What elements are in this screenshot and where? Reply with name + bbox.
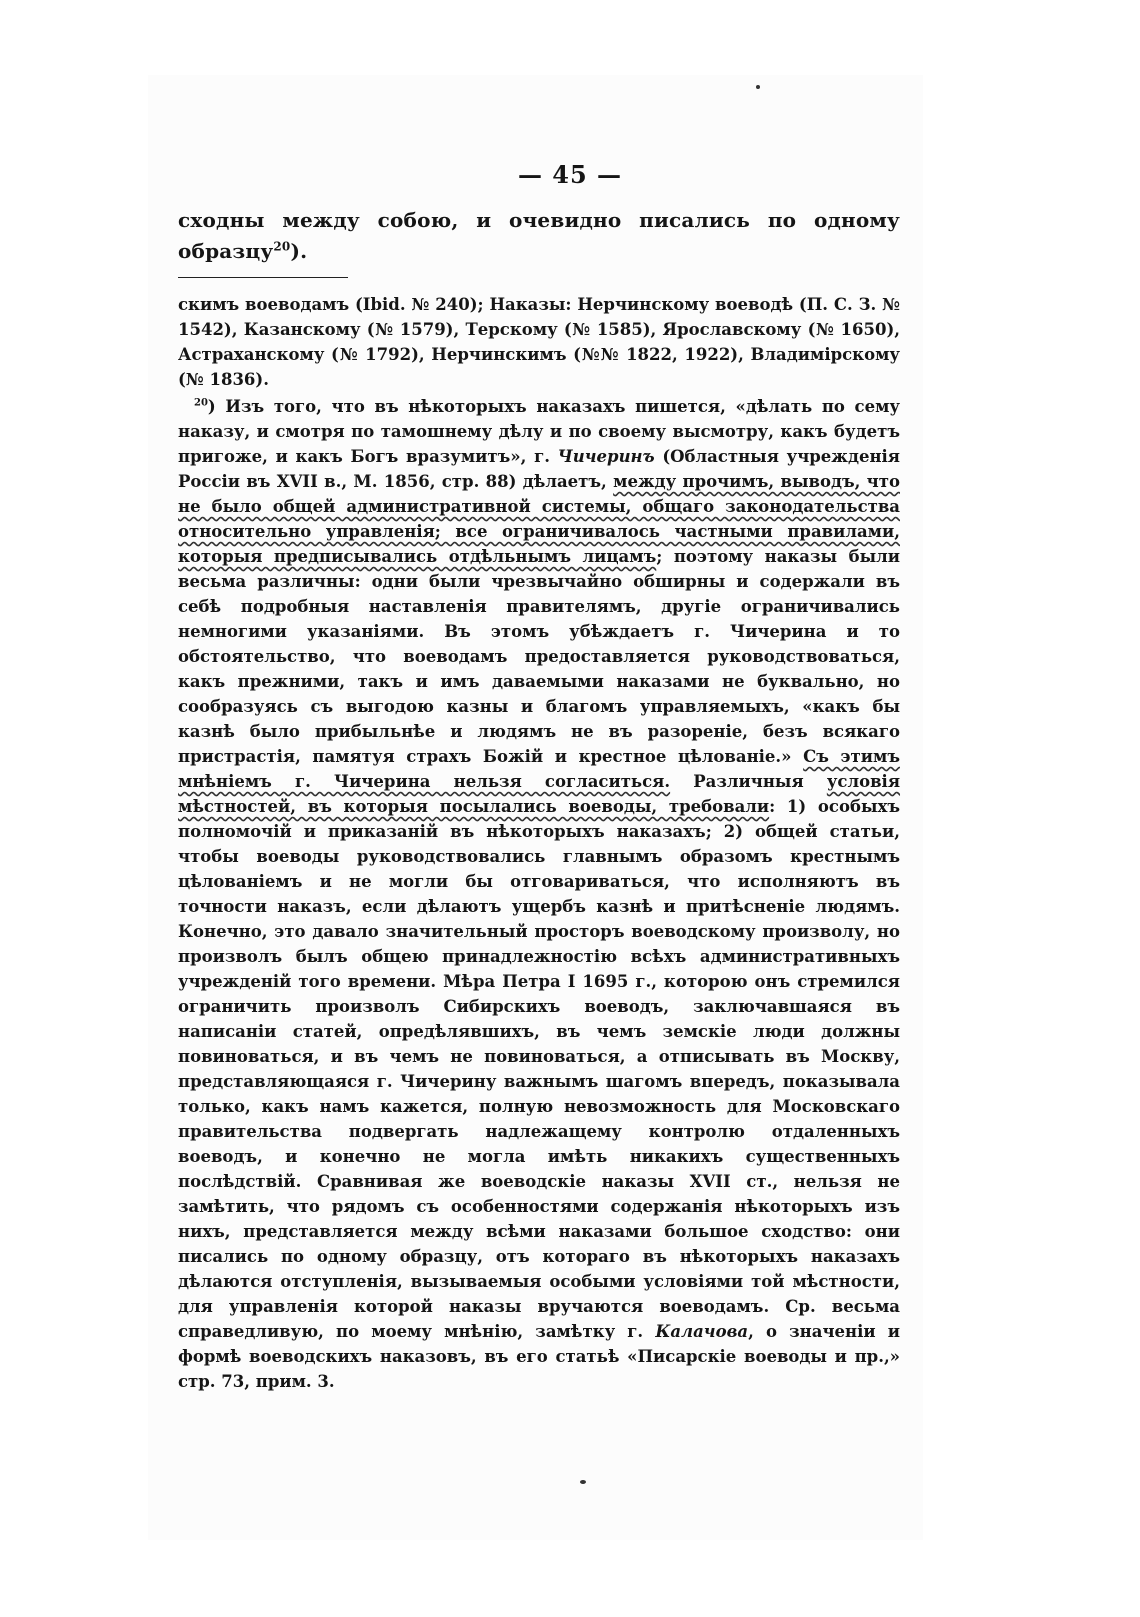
author-name: Калачова [655, 1322, 749, 1341]
footnote-separator [178, 277, 348, 278]
paper-speck [756, 85, 760, 89]
note-text: : 1) особыхъ полномочій и приказаній въ нѣкоторыхъ наказахъ; 2) общей статьи, чтобы воеводы руководствовались главнымъ образомъ крестнымъ цѣлованіемъ и не могли бы отговариваться, что исполняютъ въ точности наказъ, если дѣлаютъ ущербъ казнѣ и притѣсненіе людямъ. Конечно, это давало значительный просторъ воеводскому произволу, но произволъ былъ общею принадлежностію всѣхъ административныхъ учрежденій того времени. Мѣра Петра I 1695 г., которою онъ стремился ограничить произволъ Сибирскихъ воеводъ, заключавшаяся въ написаніи статей, опредѣлявшихъ, въ чемъ земскіе люди должны повиноваться, и въ чемъ не повиноваться, а отписывать въ Москву, представляющаяся г. Чичерину важнымъ шагомъ впередъ, показывала только, какъ намъ кажется, полную невозможность для Московскаго правительства подвергать надлежащему контролю отдаленныхъ воеводъ, и конечно не могла имѣть никакихъ существенныхъ послѣдствій. Сравнивая же воеводскіе наказы XVII ст., нельзя не замѣтить, что рядомъ съ особенностями содержанія нѣкоторыхъ изъ нихъ, представляется между всѣми наказами большое сходство: они писались по одному образцу, отъ котораго въ нѣкоторыхъ наказахъ дѣлаются отступленія, вызываемыя особыми условіями той мѣстности, для управленія которой наказы вручаются воеводамъ. Ср. весьма справедливую, по моему мнѣнію, замѣтку г. [178, 797, 900, 1341]
footnote-reference: 20 [273, 239, 291, 254]
note-text: Различныя [670, 772, 827, 791]
handwritten-underline: Съ этимъ мнѣніемъ г. Чичерина нельзя согласиться. [178, 747, 900, 791]
paper-speck [580, 1480, 586, 1484]
note-text: ) Изъ того, что въ нѣкоторыхъ наказахъ пишется, «дѣлать по сему наказу, и смотря по тамошнему дѣлу и по своему высмотру, какъ будетъ пригоже, и какъ Богъ вразумитъ», г. [178, 397, 900, 466]
handwritten-underline: условія мѣстностей, въ которыя посылались воеводы, требовали [178, 772, 901, 816]
footnotes [178, 292, 900, 1394]
author-name: Чичеринъ [557, 447, 655, 466]
note-text: , о значеніи и формѣ воеводскихъ наказовъ, въ его статьѣ «Писарскіе воеводы и пр.,» стр. 73, прим. 3. [178, 1322, 900, 1391]
main-text-body: сходны между собою, и очевидно писались по одному образцу [178, 208, 900, 263]
note-text: ; поэтому наказы были весьма различны: одни были чрезвычайно обширны и содержали въ себѣ подробныя наставленія правителямъ, другіе ограничивались немногими указаніями. Въ этомъ убѣждаетъ г. Чичерина и то обстоятельство, что воеводамъ предоставляется руководствоваться, какъ прежними, такъ и имъ даваемыми наказами не буквально, но сообразуясь съ выгодою казны и благомъ управляемыхъ, «какъ бы казнѣ было прибыльнѣе и людямъ не въ разореніе, безъ всякаго пристрастія, памятуя страхъ Божій и крестное цѣлованіе.» [178, 547, 900, 766]
footnote-marker: 20 [194, 397, 208, 409]
handwritten-underline: между прочимъ, выводъ, что не было общей административной системы, общаго законодательства относительно управленія; все ограничивалось частными правилами, которыя предписывались отдѣльнымъ лицамъ [178, 472, 900, 566]
main-text-tail: ). [290, 239, 308, 263]
footnote-continuation: скимъ воеводамъ (Ibid. № 240); Наказы: Нерчинскому воеводѣ (П. С. З. № 1542), Казанскому (№ 1579), Терскому (№ 1585), Ярославскому (№ 1650), Астраханскому (№ 1792), Нерчинскимъ (№№ 1822, 1922), Владимірскому (№ 1836). [178, 295, 900, 389]
footnote-20 [178, 394, 900, 1394]
page-number: — 45 — [517, 160, 623, 189]
main-text-continuation [178, 205, 900, 267]
note-text: (Областныя учрежденія Россіи въ XVII в., М. 1856, стр. 88) дѣлаетъ, [178, 447, 900, 491]
